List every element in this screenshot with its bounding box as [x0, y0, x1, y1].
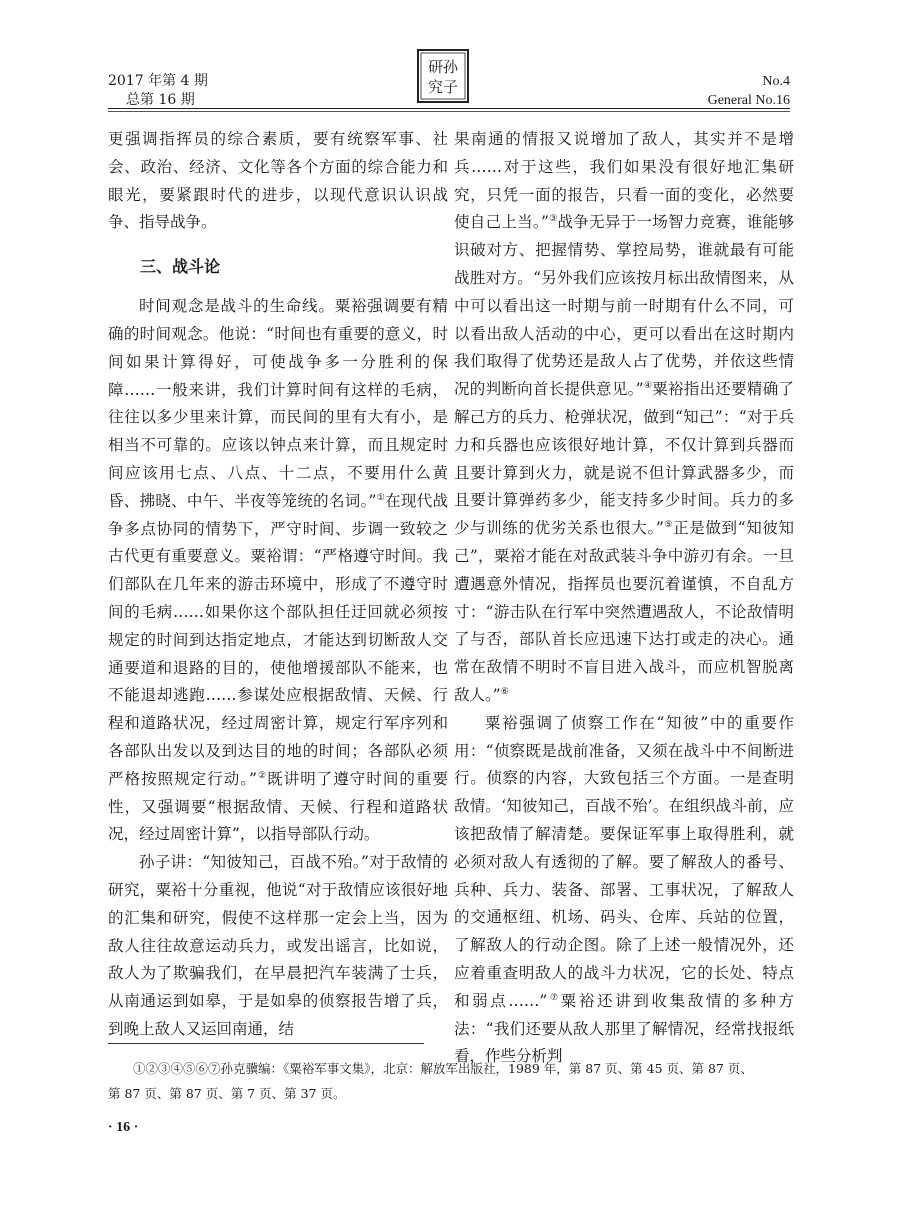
footnote-line: ①②③④⑤⑥⑦孙克骥编：《粟裕军事文集》，北京：解放军出版社，1989 年，第 87 页、第 45 页、第 87 页、	[133, 1061, 753, 1076]
footnotes	[108, 1056, 792, 1106]
paragraph: 孙子讲：“知彼知己，百战不殆。”对于敌情的研究，粟裕十分重视，他说“对于敌情应该很好地的汇集和研究，假使不这样那一定会上当，因为敌人往往故意运动兵力，或发出谣言，比如说，敌人为了欺骗我们，在早晨把汽车装满了士兵，从南通运到如皋，于是如皋的侦察报告增了兵，到晚上敌人又运回南通，结	[108, 853, 448, 1038]
paragraph-text: 既讲明了遵守时间的重要性，又强调要“根据敌情、天候、行程和道路状况，经过周密计算”，以指导部队行动。	[108, 769, 448, 844]
paragraph	[454, 710, 794, 1071]
paragraph: 更强调指挥员的综合素质，要有统察军事、社会、政治、经济、文化等各个方面的综合能力和眼光，要紧跟时代的进步，以现代意识认识战争、指导战争。	[108, 130, 448, 232]
page-number: · 16 ·	[108, 1120, 139, 1135]
footnote-ref: ⑤	[663, 520, 674, 530]
paragraph-text: 粟裕指出还要精确了解己方的兵力、枪弹状况，做到“知己”：“对于兵力和兵器也应该很好地计算，不仅计算到兵器而且要计算到火力，就是说不但计算武器多少，而且要计算弹药多少，能支持多少时间。兵力的多少与训练的优劣关系也很大。”	[454, 380, 794, 538]
paragraph-text: 粟裕还讲到收集敌情的多种方法：“我们还要从敌人那里了解情况，经常找报纸看，作些分析判	[454, 991, 794, 1066]
issue-number-en: No.4	[762, 74, 790, 89]
paragraph-text: 时间观念是战斗的生命线。粟裕强调要有精确的时间观念。他说：“时间也有重要的意义，时间如果计算得好，可使战争多一分胜利的保障……一般来讲，我们计算时间有这样的毛病，往往以多少里来计算，而民间的里有大有小，是相当不可靠的。应该以钟点来计算，而且规定时间应该用七点、八点、十二点，不要用什么黄昏、拂晓、中午、半夜等笼统的名词。”	[108, 297, 448, 510]
header-rule	[108, 108, 790, 109]
journal-issue-header	[108, 72, 308, 110]
paragraph-text: 战争无异于一场智力竞赛，谁能够识破对方、把握情势、掌控局势，谁就最有可能战胜对方。“另外我们应该按月标出敌情图来，从中可以看出这一时期与前一时期有什么不同，可以看出敌人活动的中心，更可以看出在这时期内我们取得了优势还是敌人占了优势，并依这些情况的判断向首长提供意见。”	[454, 213, 794, 399]
paragraph-text: 果南通的情报又说增加了敌人，其实并不是增兵……对于这些，我们如果没有很好地汇集研究，只凭一面的报告，只看一面的变化，必然要使自己上当。”	[454, 130, 794, 232]
paragraph	[454, 126, 794, 710]
general-number-en: General No.16	[707, 93, 790, 108]
footnote-rule	[108, 1043, 424, 1044]
footnote-line: 第 87 页、第 87 页、第 7 页、第 37 页。	[108, 1086, 346, 1101]
section-heading: 三、战斗论	[140, 257, 221, 277]
paragraph-text: 在现代战争多点协同的情势下，严守时间、步调一致较之古代更有重要意义。粟裕谓：“严格遵守时间。我们部队在几年来的游击环境中，形成了不遵守时间的毛病……如果你这个部队担任迂回就必须按规定的时间到达指定地点，才能达到切断敌人交通要道和退路的目的，使他增援部队不能来，也不能退却逃跑……参谋处应根据敌情、天候、行程和道路状况，经过周密计算，规定行军序列和各部队出发以及到达目的地的时间；各部队必须严格按照规定行动。”	[108, 491, 448, 788]
footnote-ref: ①	[376, 492, 386, 503]
footnote-ref: ④	[643, 381, 653, 392]
paragraph-text: 正是做到“知彼知己”，粟裕才能在对敌武装斗争中游刃有余。一旦遭遇意外情况，指挥员也要沉着谨慎，不自乱方寸：“游击队在行军中突然遭遇敌人，不论敌情明了与否，部队首长应迅速下达打或走的决心。通常在敌情不明时不盲目进入战斗，而应机智脱离敌人。”	[454, 519, 794, 704]
svg-text:究子: 究子	[427, 78, 459, 96]
svg-text:研孙: 研孙	[427, 58, 459, 76]
footnote-ref: ⑦	[547, 992, 561, 1003]
footnote-ref: ③	[548, 214, 558, 225]
issue-year: 2017 年第 4 期	[108, 73, 208, 89]
left-column	[108, 126, 448, 1044]
footnote-ref: ②	[256, 770, 268, 781]
paragraph-text: 粟裕强调了侦察工作在“知彼”中的重要作用：“侦察既是战前准备，又须在战斗中不间断进行。侦察的内容，大致包括三个方面。一是查明敌情。‘知彼知己，百战不殆’。在组织战斗前，应该把敌情了解清楚。要保证军事上取得胜利，就必须对敌人有透彻的了解。要了解敌人的番号、兵种、兵力、装备、部署、工事状况，了解敌人的交通枢纽、机场、码头、仓库、兵站的位置，了解敌人的行动企图。除了上述一般情况外，还应着重查明敌人的战斗力状况，它的长处、特点和弱点……”	[454, 713, 794, 1010]
footnote-ref: ⑥	[500, 686, 509, 697]
issue-total: 总第 16 期	[126, 92, 195, 108]
journal-issue-header-en	[590, 72, 790, 110]
header-rule-thin	[108, 111, 790, 112]
paragraph	[108, 293, 448, 849]
journal-logo	[416, 48, 470, 104]
right-column	[454, 126, 794, 1071]
